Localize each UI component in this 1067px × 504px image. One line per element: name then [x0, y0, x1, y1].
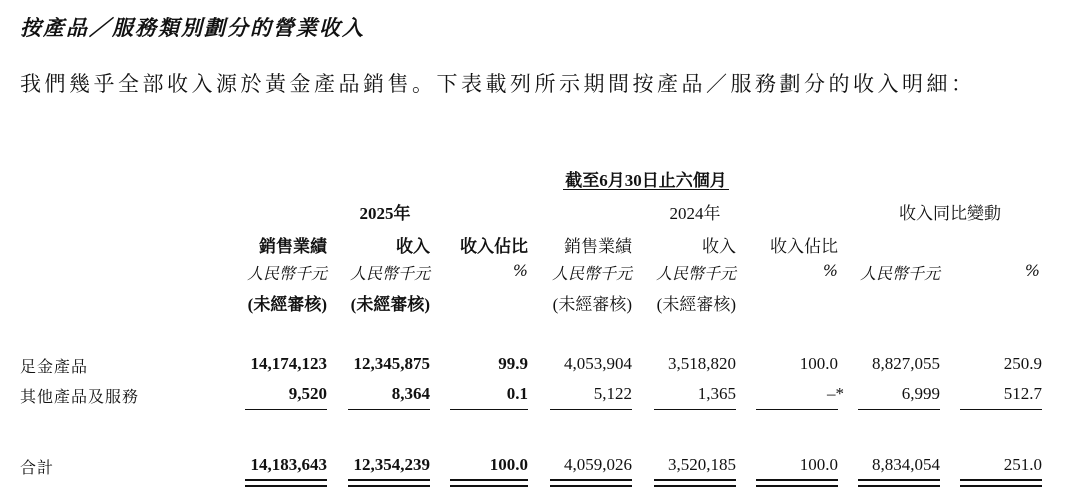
- subtotal-rule: [245, 409, 327, 410]
- table-cell: 100.0: [799, 455, 838, 474]
- table-cell: 251.0: [1003, 455, 1042, 474]
- row-label-total: 合計: [20, 458, 55, 477]
- table-cell: 14,183,643: [250, 455, 327, 474]
- table-cell: 100.0: [799, 354, 838, 373]
- total-double-rule: [858, 479, 940, 481]
- table-cell: 6,999: [901, 384, 940, 403]
- unit-yoy-amount: 人民幣千元: [859, 264, 940, 283]
- unit-revenue-2025: 人民幣千元: [349, 264, 430, 283]
- table-cell: 5,122: [593, 384, 632, 403]
- table-cell: 8,827,055: [872, 354, 940, 373]
- unit-yoy-pct: %: [1024, 261, 1040, 280]
- total-double-rule: [960, 479, 1042, 481]
- subtotal-rule: [960, 409, 1042, 410]
- table-cell: 14,174,123: [250, 354, 327, 373]
- unit-sales-2024: 人民幣千元: [551, 264, 632, 283]
- subtotal-rule: [550, 409, 632, 410]
- section-heading: 按產品／服務類別劃分的營業收入: [20, 16, 365, 40]
- total-double-rule: [858, 485, 940, 487]
- table-cell: 0.1: [506, 384, 528, 403]
- row-label-gold-products: 足金產品: [20, 357, 89, 376]
- total-double-rule: [654, 479, 736, 481]
- table-cell: 12,345,875: [353, 354, 430, 373]
- intro-paragraph: 我們幾乎全部收入源於黃金產品銷售。下表載列所示期間按產品／服務劃分的收入明細：: [20, 72, 976, 96]
- unit-share-2024: %: [822, 261, 838, 280]
- table-cell: 8,364: [391, 384, 430, 403]
- total-double-rule: [756, 485, 838, 487]
- col-label-share-2025: 收入佔比: [460, 237, 528, 256]
- total-double-rule: [550, 479, 632, 481]
- table-cell: 9,520: [288, 384, 327, 403]
- unaudited-revenue-2025: (未經審核): [350, 295, 430, 314]
- total-double-rule: [756, 479, 838, 481]
- total-double-rule: [450, 479, 528, 481]
- unit-sales-2025: 人民幣千元: [246, 264, 327, 283]
- unaudited-sales-2024: (未經審核): [552, 295, 632, 314]
- table-cell: 4,053,904: [564, 354, 632, 373]
- total-double-rule: [348, 485, 430, 487]
- unit-share-2025: %: [512, 261, 528, 280]
- subtotal-rule: [348, 409, 430, 410]
- subtotal-rule: [756, 409, 838, 410]
- total-double-rule: [245, 485, 327, 487]
- table-cell: –*: [827, 384, 844, 403]
- table-cell: 99.9: [498, 354, 528, 373]
- period-header-underline: [563, 189, 729, 190]
- period-header: 截至6月30日止六個月: [565, 171, 727, 190]
- col-label-share-2024: 收入佔比: [770, 237, 838, 256]
- total-double-rule: [348, 479, 430, 481]
- row-label-other-products-services: 其他產品及服務: [20, 387, 140, 406]
- total-double-rule: [450, 485, 528, 487]
- table-cell: 3,518,820: [668, 354, 736, 373]
- total-double-rule: [960, 485, 1042, 487]
- unaudited-revenue-2024: (未經審核): [656, 295, 736, 314]
- subtotal-rule: [654, 409, 736, 410]
- col-label-revenue-2025: 收入: [396, 237, 430, 256]
- total-double-rule: [245, 479, 327, 481]
- year-2025-header: 2025年: [359, 204, 411, 223]
- col-label-revenue-2024: 收入: [702, 237, 736, 256]
- col-label-sales-2024: 銷售業績: [564, 237, 632, 256]
- total-double-rule: [654, 485, 736, 487]
- yoy-header: 收入同比變動: [899, 204, 1001, 223]
- col-label-sales-2025: 銷售業績: [259, 237, 327, 256]
- subtotal-rule: [858, 409, 940, 410]
- table-cell: 4,059,026: [564, 455, 632, 474]
- year-2024-header: 2024年: [669, 204, 721, 223]
- subtotal-rule: [450, 409, 528, 410]
- table-cell: 512.7: [1003, 384, 1042, 403]
- table-cell: 100.0: [489, 455, 528, 474]
- table-cell: 250.9: [1003, 354, 1042, 373]
- unit-revenue-2024: 人民幣千元: [655, 264, 736, 283]
- table-cell: 8,834,054: [872, 455, 940, 474]
- table-cell: 1,365: [697, 384, 736, 403]
- total-double-rule: [550, 485, 632, 487]
- unaudited-sales-2025: (未經審核): [247, 295, 327, 314]
- table-cell: 3,520,185: [668, 455, 736, 474]
- table-cell: 12,354,239: [353, 455, 430, 474]
